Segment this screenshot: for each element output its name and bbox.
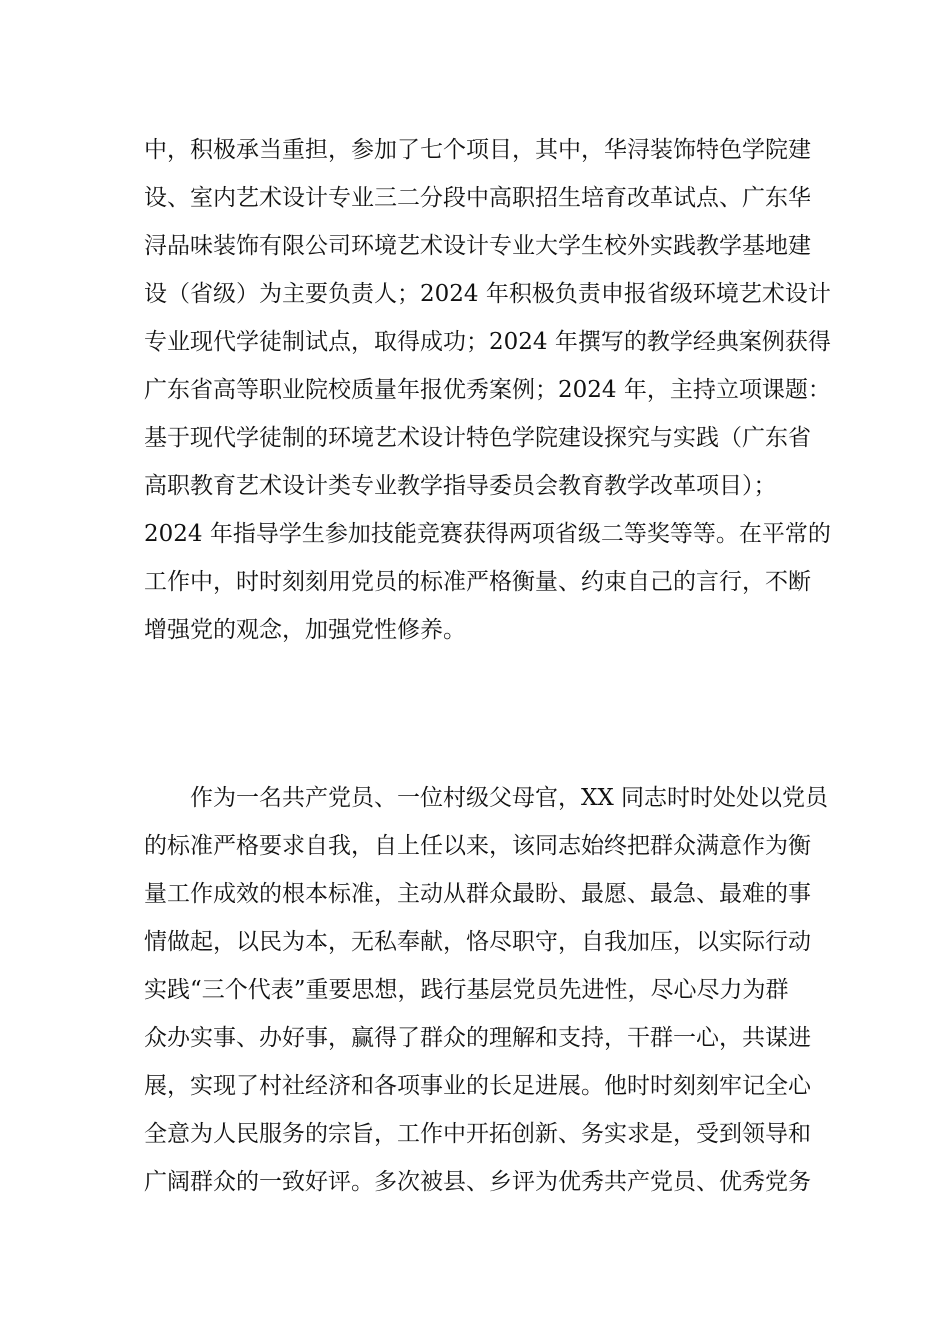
text-line: 展，实现了村社经济和各项事业的长足进展。他时时刻刻牢记全心: [144, 1073, 811, 1099]
text-line: 设、室内艺术设计专业三二分段中高职招生培育改革试点、广东华: [144, 185, 811, 211]
text-line: 情做起，以民为本，无私奉献，恪尽职守，自我加压，以实际行动: [144, 929, 811, 955]
text-line: 中，积极承当重担，参加了七个项目，其中，华浔装饰特色学院建: [144, 137, 811, 163]
text-line: 的标准严格要求自我，自上任以来，该同志始终把群众满意作为衡: [144, 833, 811, 859]
text-line: 实践“三个代表”重要思想，践行基层党员先进性，尽心尽力为群: [144, 977, 789, 1003]
text-line: 作为一名共产党员、一位村级父母官，XX 同志时时处处以党员: [190, 785, 829, 811]
text-line: 众办实事、办好事，赢得了群众的理解和支持，干群一心，共谋进: [144, 1025, 811, 1051]
text-line: 基于现代学徒制的环境艺术设计特色学院建设探究与实践（广东省: [144, 425, 811, 451]
text-line: 2024 年指导学生参加技能竞赛获得两项省级二等奖等等。在平常的: [144, 521, 831, 547]
text-line: 广东省高等职业院校质量年报优秀案例；2024 年，主持立项课题：: [144, 377, 831, 403]
text-line: 广阔群众的一致好评。多次被县、乡评为优秀共产党员、优秀党务: [144, 1169, 811, 1195]
text-line: 全意为人民服务的宗旨，工作中开拓创新、务实求是，受到领导和: [144, 1121, 811, 1147]
text-line: 浔品味装饰有限公司环境艺术设计专业大学生校外实践教学基地建: [144, 233, 811, 259]
text-line: 量工作成效的根本标准，主动从群众最盼、最愿、最急、最难的事: [144, 881, 811, 907]
text-line: 工作中，时时刻刻用党员的标准严格衡量、约束自己的言行，不断: [144, 569, 811, 595]
text-line: 设（省级）为主要负责人；2024 年积极负责申报省级环境艺术设计: [144, 281, 831, 307]
text-line: 专业现代学徒制试点，取得成功；2024 年撰写的教学经典案例获得: [144, 329, 831, 355]
text-line: 高职教育艺术设计类专业教学指导委员会教育教学改革项目）；: [144, 473, 777, 499]
text-line: 增强党的观念，加强党性修养。: [144, 617, 466, 643]
